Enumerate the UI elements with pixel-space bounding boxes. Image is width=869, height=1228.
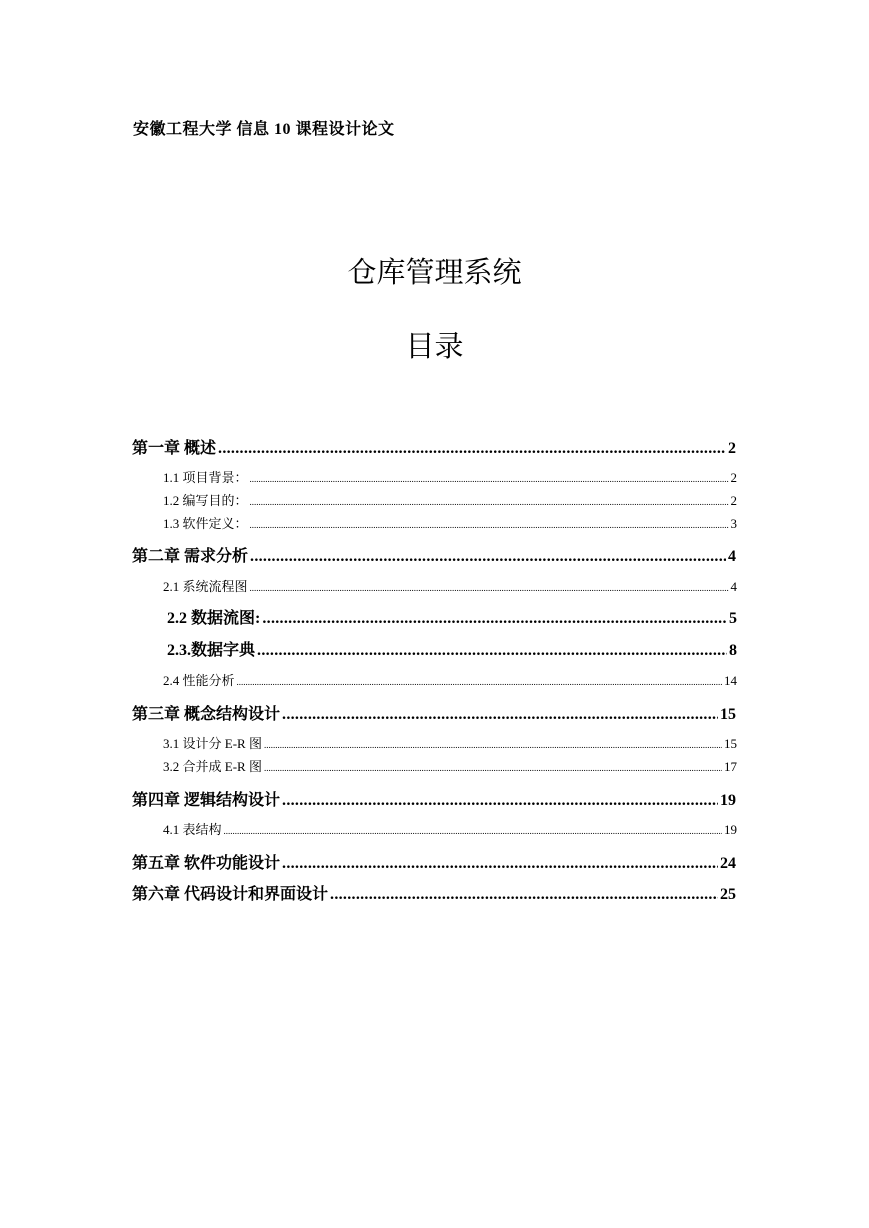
toc-leader-dots (282, 792, 718, 810)
toc-entry-label: 2.1 系统流程图 (163, 579, 248, 594)
toc-entry-page: 4 (730, 579, 737, 594)
toc-entry-2-3[interactable] (167, 637, 737, 660)
toc-entry-page: 19 (720, 792, 736, 809)
toc-entry-2-1[interactable] (163, 576, 737, 595)
toc-entry-chapter-5[interactable] (132, 850, 736, 873)
toc-entry-page: 4 (728, 548, 736, 565)
toc-entry-label: 2.3.数据字典 (167, 642, 256, 659)
toc-entry-page: 15 (720, 706, 736, 723)
toc-entry-page: 15 (724, 736, 737, 751)
toc-entry-page: 3 (730, 516, 737, 531)
toc-entry-label: 4.1 表结构 (163, 822, 222, 837)
toc-entry-page: 2 (730, 493, 737, 508)
document-title: 仓库管理系统 (347, 255, 522, 289)
toc-entry-page: 25 (720, 886, 736, 903)
toc-leader-dots (264, 759, 722, 775)
toc-entry-label: 3.2 合并成 E-R 图 (163, 759, 262, 774)
toc-leader-dots (264, 736, 722, 752)
toc-leader-dots (237, 673, 722, 689)
toc-entry-label: 第三章 概念结构设计 (132, 706, 281, 723)
toc-leader-dots (224, 822, 722, 838)
toc-leader-dots (250, 579, 729, 595)
toc-entry-page: 14 (724, 673, 737, 688)
toc-entry-chapter-2[interactable] (132, 543, 736, 566)
toc-entry-1-1[interactable] (163, 467, 737, 486)
toc-heading: 目录 (405, 329, 464, 363)
toc-entry-page: 2 (728, 440, 736, 457)
toc-entry-2-2[interactable] (167, 605, 737, 628)
toc-entry-label: 1.3 软件定义： (163, 516, 248, 531)
toc-entry-label: 2.4 性能分析 (163, 673, 235, 688)
toc-entry-page: 8 (729, 642, 737, 659)
toc-entry-page: 17 (724, 759, 737, 774)
toc-entry-chapter-1[interactable] (132, 435, 736, 458)
toc-entry-1-3[interactable] (163, 513, 737, 532)
toc-entry-1-2[interactable] (163, 490, 737, 509)
toc-entry-page: 5 (729, 610, 737, 627)
toc-entry-4-1[interactable] (163, 819, 737, 838)
toc-leader-dots (250, 516, 729, 532)
toc-entry-label: 2.2 数据流图: (167, 610, 261, 627)
document-header: 安徽工程大学 信息 10 课程设计论文 (133, 121, 395, 138)
toc-leader-dots (282, 855, 718, 873)
toc-entry-3-2[interactable] (163, 756, 737, 775)
toc-entry-label: 第五章 软件功能设计 (132, 855, 281, 872)
toc-entry-2-4[interactable] (163, 670, 737, 689)
toc-entry-chapter-3[interactable] (132, 701, 736, 724)
toc-entry-page: 24 (720, 855, 736, 872)
toc-entry-label: 3.1 设计分 E-R 图 (163, 736, 262, 751)
toc-leader-dots (257, 642, 727, 660)
toc-leader-dots (250, 493, 729, 509)
toc-entry-3-1[interactable] (163, 733, 737, 752)
toc-leader-dots (250, 470, 729, 486)
toc-entry-page: 2 (730, 470, 737, 485)
toc-entry-label: 第一章 概述 (132, 440, 217, 457)
toc-entry-chapter-4[interactable] (132, 787, 736, 810)
toc-entry-label: 第二章 需求分析 (132, 548, 249, 565)
toc-leader-dots (250, 548, 726, 566)
toc-entry-label: 第六章 代码设计和界面设计 (132, 886, 329, 903)
toc-entry-page: 19 (724, 822, 737, 837)
toc-leader-dots (330, 886, 718, 904)
toc-leader-dots (282, 706, 718, 724)
toc-entry-label: 1.1 项目背景： (163, 470, 248, 485)
toc-entry-label: 第四章 逻辑结构设计 (132, 792, 281, 809)
toc-leader-dots (218, 440, 726, 458)
toc-leader-dots (262, 610, 727, 628)
toc-entry-label: 1.2 编写目的： (163, 493, 248, 508)
toc-entry-chapter-6[interactable] (132, 881, 736, 904)
